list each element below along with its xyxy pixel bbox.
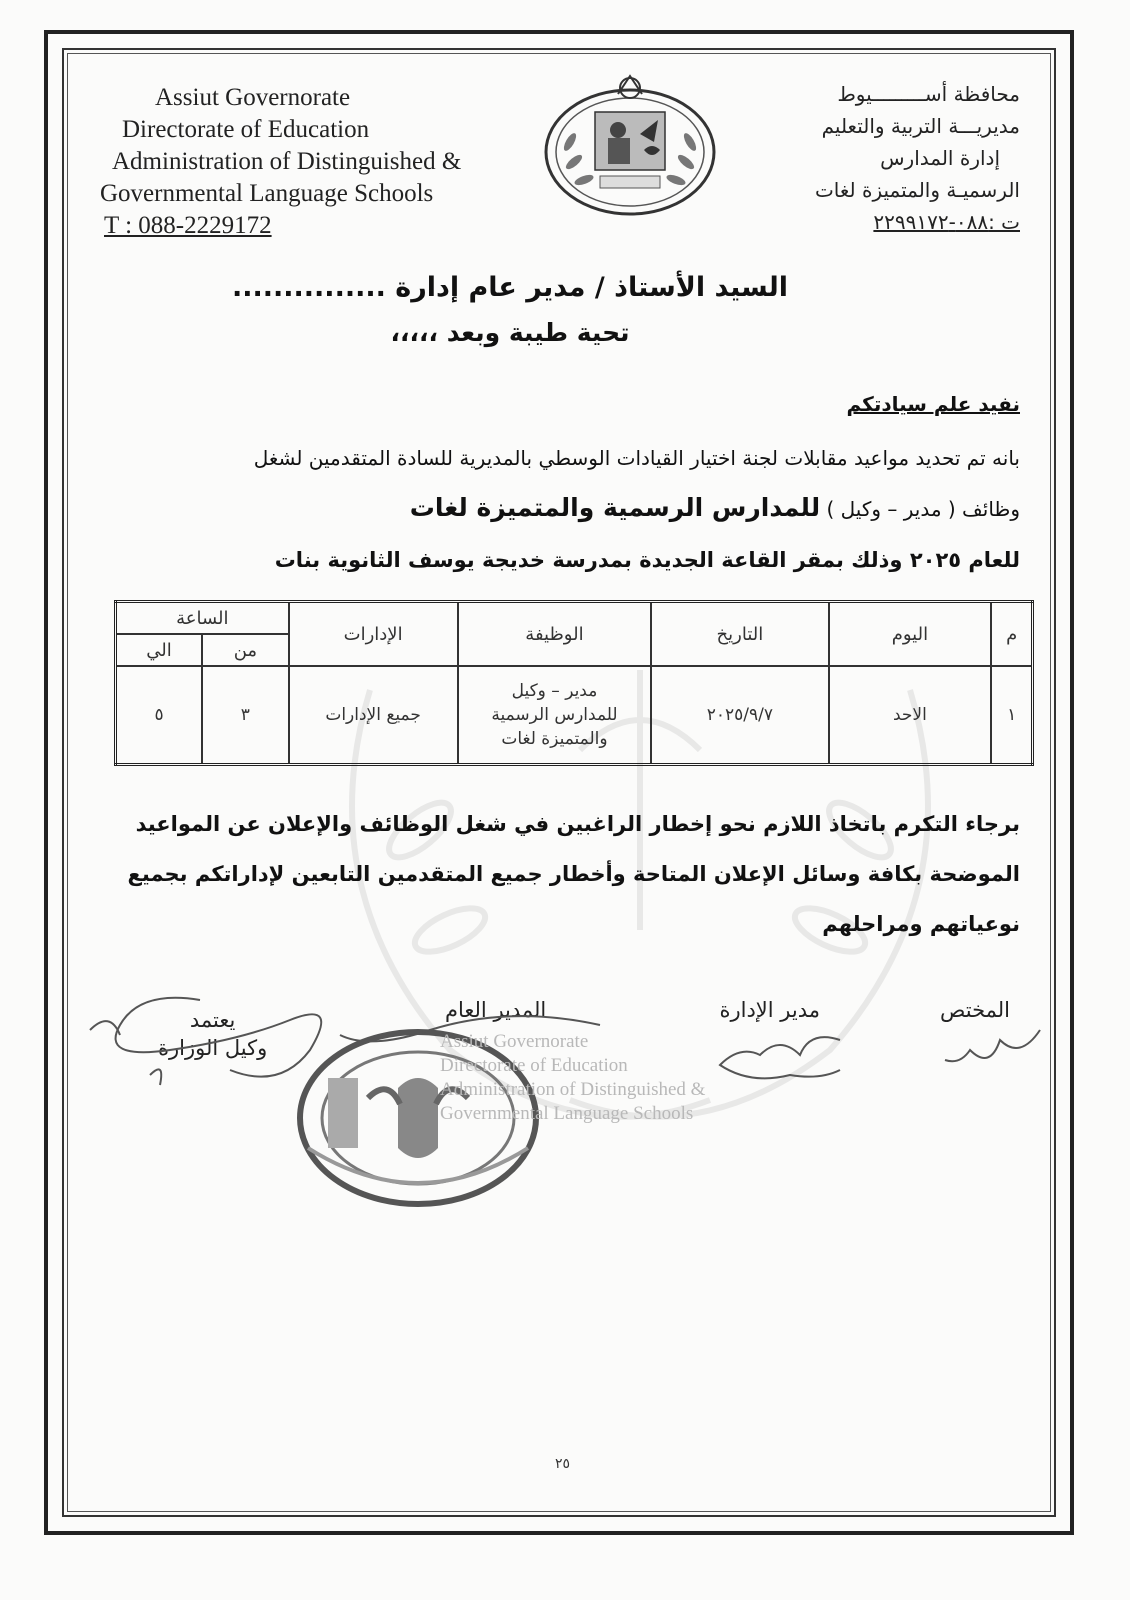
- header-day: اليوم: [829, 602, 992, 667]
- header-ar-governorate: محافظة أســـــــــيوط: [837, 82, 1020, 106]
- header-hour: الساعة: [116, 602, 289, 635]
- administration-logo-icon: [540, 72, 720, 222]
- cell-admins: جميع الإدارات: [289, 666, 458, 765]
- cell-job-line-2: للمدارس الرسمية: [491, 705, 618, 725]
- closing-line-2: الموضحة بكافة وسائل الإعلان المتاحة وأخطار جميع المتقدمين التابعين لإداراتكم بجميع: [127, 862, 1020, 886]
- body-line-2-emphasis: للمدارس الرسمية والمتميزة لغات: [409, 493, 821, 522]
- signature-approve-label: يعتمد: [189, 1008, 236, 1032]
- body-line-3: للعام ٢٠٢٥ وذلك بمقر القاعة الجديدة بمدرسة خديجة يوسف الثانوية بنات: [274, 548, 1020, 572]
- header-en-schools: Governmental Language Schools: [100, 180, 434, 207]
- watermark-line-3: Administration of Distinguished &: [440, 1079, 706, 1100]
- signature-specialist-label: المختص: [940, 998, 1010, 1022]
- header-admins: الإدارات: [289, 602, 458, 667]
- cell-to: ٥: [116, 666, 203, 765]
- cell-job-line-1: مدير – وكيل: [511, 681, 598, 701]
- body-line-2: [120, 493, 1020, 522]
- body-intro: نفيد علم سيادتكم: [846, 392, 1020, 416]
- closing-line-3: نوعياتهم ومراحلهم: [822, 912, 1020, 936]
- watermark-line-2: Directorate of Education: [440, 1055, 628, 1076]
- cell-from: ٣: [202, 666, 289, 765]
- header-en-governorate: Assiut Governorate: [155, 84, 351, 111]
- signature-general-director-label: المدير العام: [445, 998, 547, 1022]
- cell-day: الاحد: [829, 666, 992, 765]
- header-ar-schools: الرسميـة والمتميزة لغات: [814, 178, 1020, 202]
- header-ar-administration: إدارة المدارس: [880, 146, 1000, 170]
- cell-job-line-3: والمتميزة لغات: [501, 729, 608, 749]
- page-number: ٢٥: [555, 1456, 571, 1472]
- closing-line-1: برجاء التكرم باتخاذ اللازم نحو إخطار الراغبين في شغل الوظائف والإعلان عن المواعيد: [135, 812, 1020, 836]
- schedule-table: [114, 600, 1034, 766]
- body-line-2-prefix: وظائف ( مدير – وكيل ): [826, 497, 1020, 521]
- header-ar-phone: ت :٠٨٨-٢٢٩٩١٧٢: [873, 210, 1020, 234]
- signature-deputy-label: وكيل الوزارة: [158, 1036, 268, 1060]
- salutation-greeting: تحية طيبة وبعد ،،،،،: [390, 318, 630, 347]
- header-en-administration: Administration of Distinguished &: [112, 148, 462, 175]
- header-en-directorate: Directorate of Education: [122, 116, 370, 143]
- header-english: [100, 82, 540, 242]
- cell-num: ١: [991, 666, 1032, 765]
- header-arabic: [720, 78, 1020, 238]
- signature-admin-director-label: مدير الإدارة: [719, 998, 820, 1022]
- body-line-1: بانه تم تحديد مواعيد مقابلات لجنة اختيار القيادات الوسطي بالمديرية للسادة المتقدمين لشغل: [253, 446, 1020, 470]
- table-row: [116, 666, 1033, 765]
- header-ar-directorate: مديريـــة التربية والتعليم: [821, 114, 1020, 138]
- specialist-signature-icon: [940, 1020, 1050, 1080]
- header-num: م: [991, 602, 1032, 667]
- watermark-line-1: Assiut Governorate: [440, 1031, 589, 1052]
- cell-job: [458, 666, 652, 765]
- admin-director-signature-icon: [700, 1025, 850, 1095]
- header-en-phone: T : 088-2229172: [104, 212, 272, 239]
- cell-date: ٢٠٢٥/٩/٧: [651, 666, 828, 765]
- salutation-recipient: السيد الأستاذ / مدير عام إدارة ...............: [232, 272, 788, 303]
- table-header-row: [116, 602, 1033, 635]
- header-date: التاريخ: [651, 602, 828, 667]
- header-from: من: [202, 634, 289, 666]
- header-job: الوظيفة: [458, 602, 652, 667]
- watermark-line-4: Governmental Language Schools: [440, 1103, 694, 1124]
- header-to: الي: [116, 634, 203, 666]
- general-director-signature-icon: [330, 1005, 610, 1065]
